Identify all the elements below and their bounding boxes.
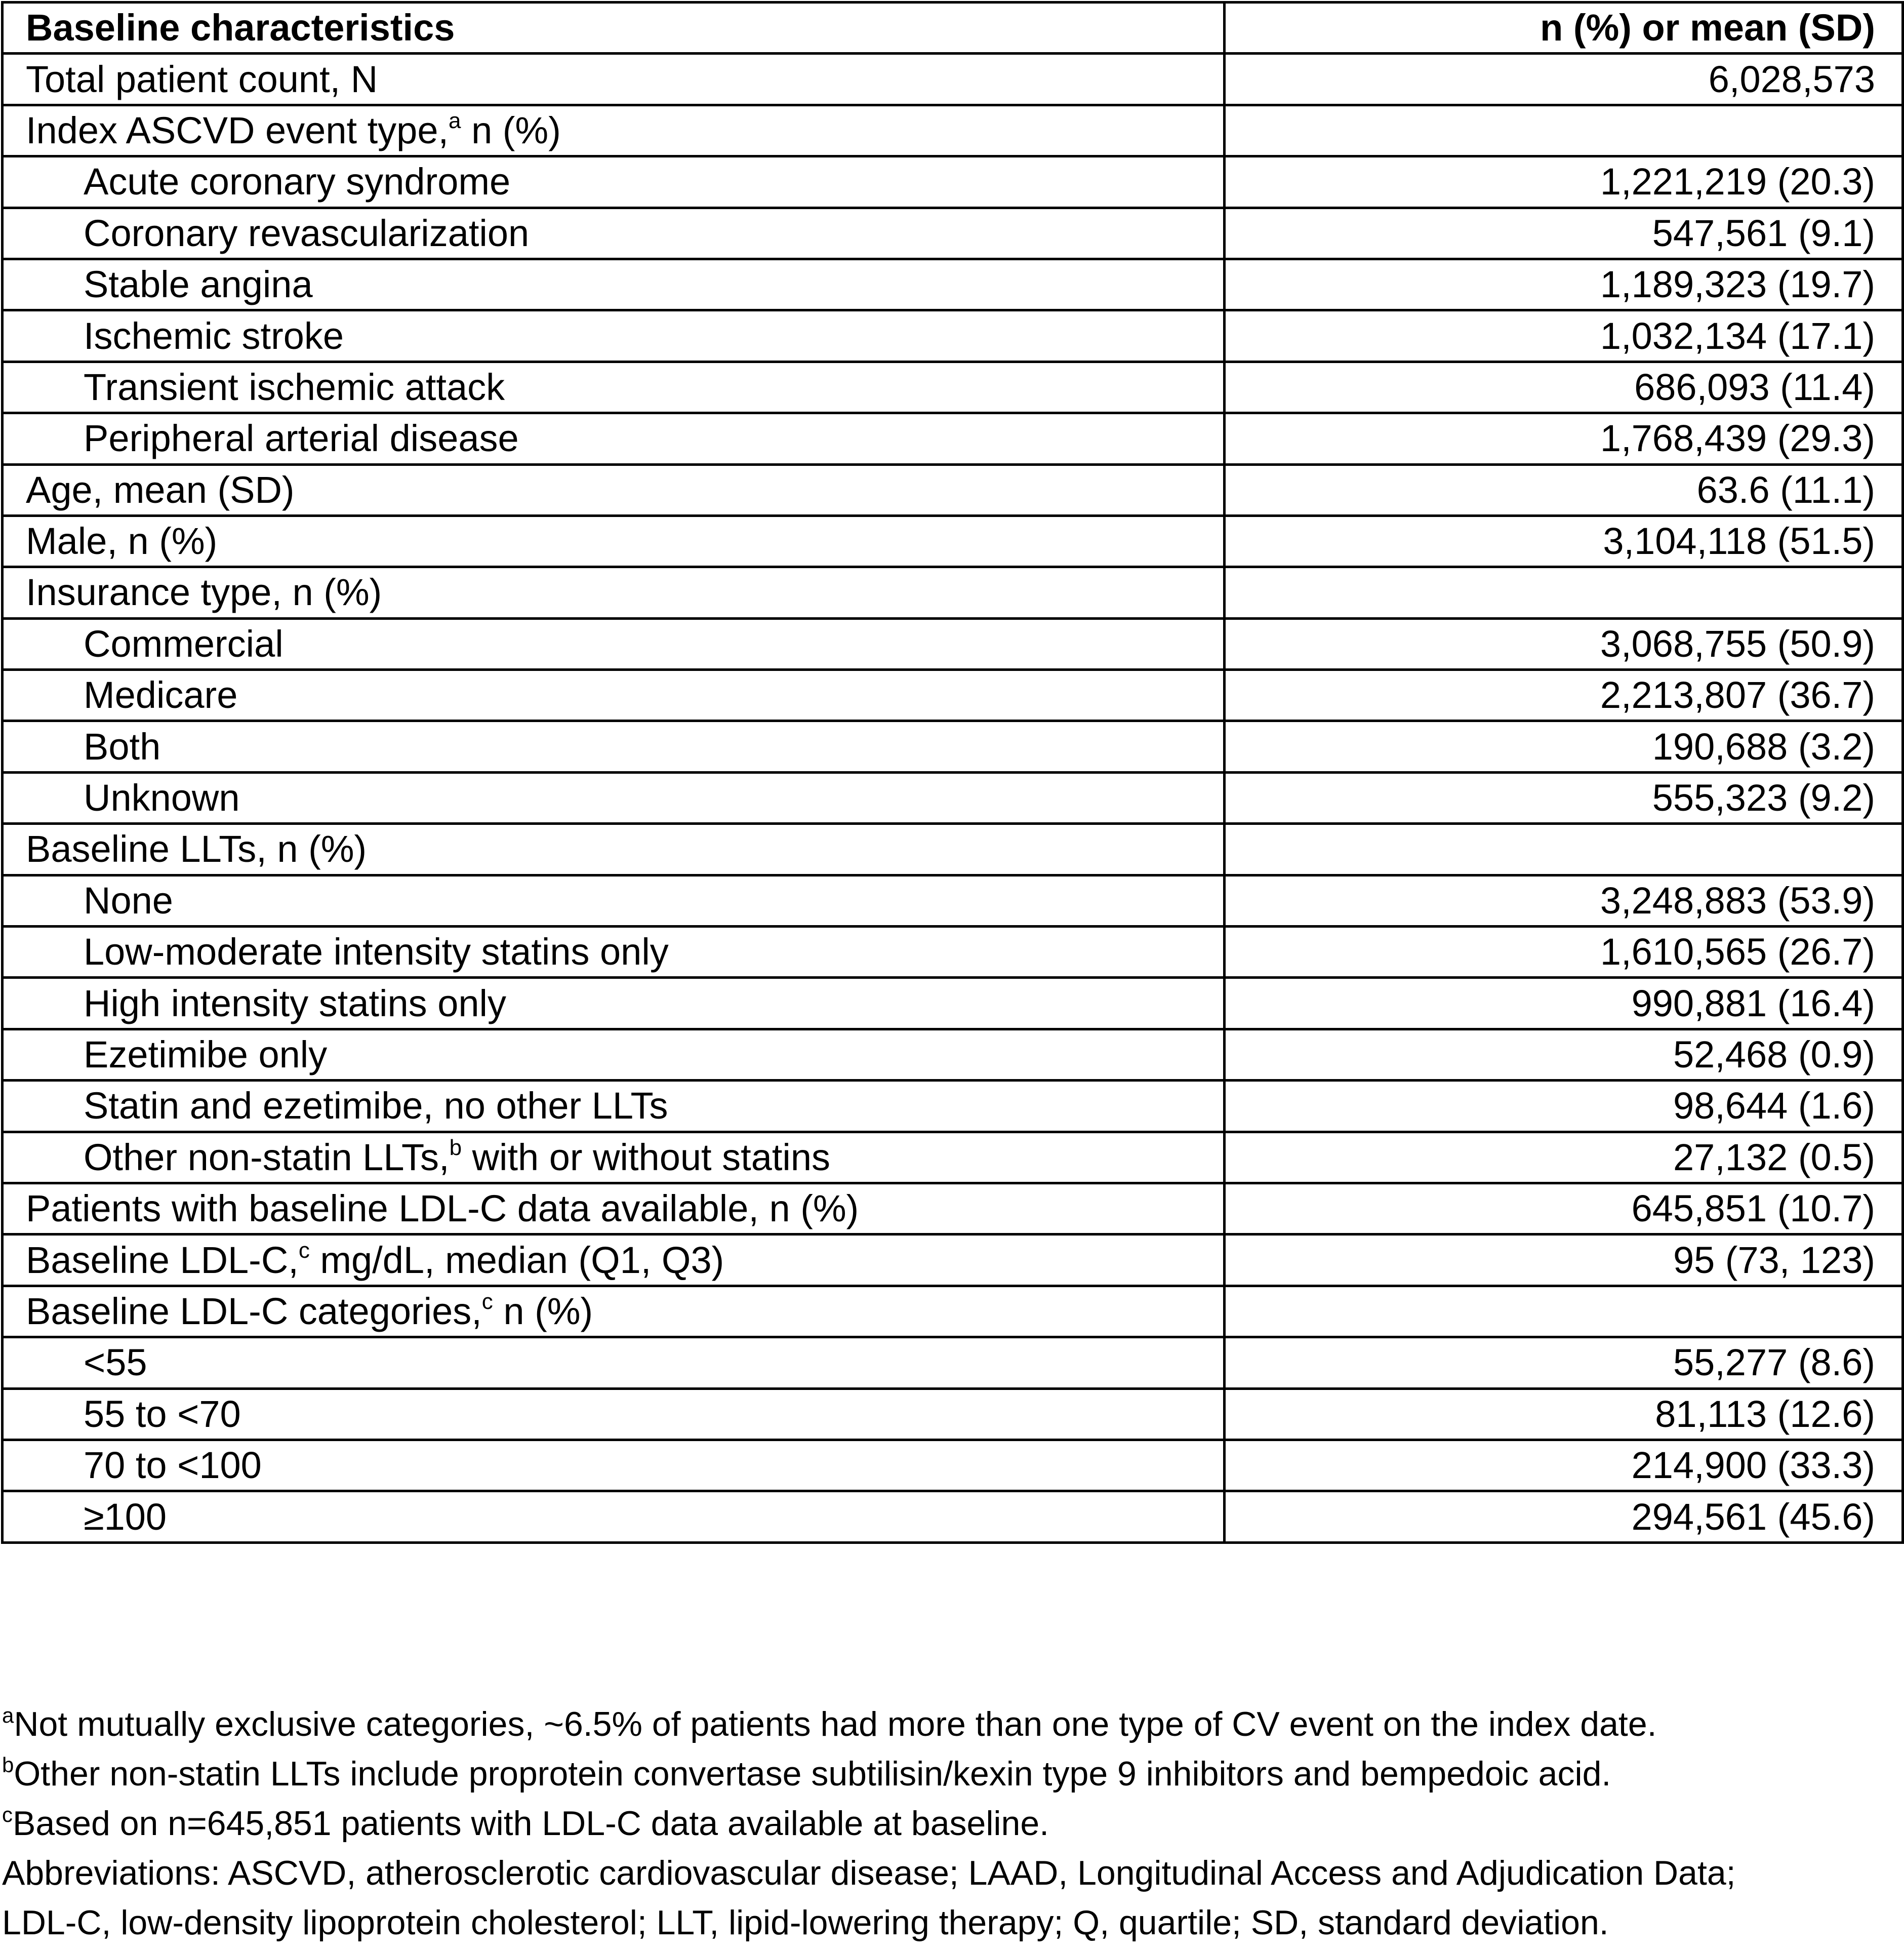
row-label <box>3 875 1225 926</box>
row-value: 555,323 (9.2) <box>1225 772 1903 823</box>
row-label-text: 55 to <70 <box>84 1392 241 1435</box>
row-label <box>3 978 1225 1029</box>
row-value: 190,688 (3.2) <box>1225 721 1903 772</box>
row-value: 3,248,883 (53.9) <box>1225 875 1903 926</box>
row-label-text: Total patient count, N <box>26 58 378 100</box>
row-label-text: Commercial <box>84 622 283 665</box>
row-label-text: Ezetimibe only <box>84 1033 328 1076</box>
row-label-text: Peripheral arterial disease <box>84 417 519 460</box>
table-row <box>3 618 1903 669</box>
table-row <box>3 1029 1903 1080</box>
table-row <box>3 208 1903 259</box>
row-label-text: Baseline LDL-C, <box>26 1239 299 1281</box>
footnote-marker: b <box>449 1135 462 1160</box>
abbreviations <box>2 1848 1900 1947</box>
footnote-text: Not mutually exclusive categories, ~6.5% of patients had more than one type of CV event on the index date. <box>14 1705 1657 1743</box>
footnote <box>2 1799 1900 1848</box>
table-row <box>3 413 1903 464</box>
row-label-text: Ischemic stroke <box>84 314 344 357</box>
row-label-text: Both <box>84 725 161 768</box>
table-row <box>3 721 1903 772</box>
row-value: 63.6 (11.1) <box>1225 464 1903 515</box>
row-label <box>3 824 1225 875</box>
row-label <box>3 310 1225 362</box>
table-row <box>3 670 1903 721</box>
row-label <box>3 1029 1225 1080</box>
row-label-text: None <box>84 879 173 922</box>
row-label <box>3 618 1225 669</box>
header-value: n (%) or mean (SD) <box>1225 3 1903 54</box>
row-label <box>3 208 1225 259</box>
row-value: 294,561 (45.6) <box>1225 1491 1903 1542</box>
row-label <box>3 1491 1225 1542</box>
row-label <box>3 1132 1225 1183</box>
footnote-marker: c <box>298 1238 310 1263</box>
table-row <box>3 978 1903 1029</box>
footnote-marker: a <box>2 1703 14 1727</box>
row-value: 2,213,807 (36.7) <box>1225 670 1903 721</box>
table-row <box>3 515 1903 567</box>
table-row <box>3 310 1903 362</box>
table-row <box>3 567 1903 618</box>
row-label <box>3 515 1225 567</box>
footnote-text: Based on n=645,851 patients with LDL-C data available at baseline. <box>13 1804 1049 1843</box>
row-label-text: <55 <box>84 1341 147 1384</box>
row-label <box>3 1286 1225 1337</box>
row-value: 81,113 (12.6) <box>1225 1388 1903 1440</box>
table-row <box>3 1132 1903 1183</box>
table-row <box>3 1491 1903 1542</box>
row-label-text: 70 to <100 <box>84 1444 262 1487</box>
table-row <box>3 1337 1903 1388</box>
row-label-text: Coronary revascularization <box>84 212 530 254</box>
row-value: 27,132 (0.5) <box>1225 1132 1903 1183</box>
table-row <box>3 1440 1903 1491</box>
table-row <box>3 259 1903 310</box>
row-value: 55,277 (8.6) <box>1225 1337 1903 1388</box>
row-label-text: Unknown <box>84 777 240 819</box>
row-label <box>3 567 1225 618</box>
row-label <box>3 1081 1225 1132</box>
footnote <box>2 1699 1900 1749</box>
row-label-text: Medicare <box>84 674 238 716</box>
footnote-marker: a <box>449 108 461 133</box>
row-label <box>3 54 1225 105</box>
baseline-characteristics-table <box>1 1 1904 1544</box>
row-label <box>3 1440 1225 1491</box>
table-row <box>3 1235 1903 1286</box>
row-label <box>3 413 1225 464</box>
table-row <box>3 362 1903 413</box>
row-label <box>3 670 1225 721</box>
table-body <box>3 54 1903 1542</box>
abbreviation-line: Abbreviations: ASCVD, atherosclerotic cardiovascular disease; LAAD, Longitudinal Access and Adjudication Data; <box>2 1854 1736 1892</box>
row-label-suffix: mg/dL, median (Q1, Q3) <box>309 1239 724 1281</box>
footnote <box>2 1749 1900 1799</box>
row-label-text: Index ASCVD event type, <box>26 109 449 151</box>
row-label <box>3 772 1225 823</box>
footnote-list <box>2 1699 1900 1848</box>
row-label-text: Statin and ezetimibe, no other LLTs <box>84 1085 668 1127</box>
row-label-text: Transient ischemic attack <box>84 366 505 408</box>
header-characteristic: Baseline characteristics <box>3 3 1225 54</box>
row-value: 3,104,118 (51.5) <box>1225 515 1903 567</box>
row-value: 98,644 (1.6) <box>1225 1081 1903 1132</box>
row-value: 547,561 (9.1) <box>1225 208 1903 259</box>
table-row <box>3 772 1903 823</box>
row-label <box>3 721 1225 772</box>
row-label-suffix: n (%) <box>461 109 561 151</box>
table-row <box>3 105 1903 156</box>
footnote-text: Other non-statin LLTs include proprotein convertase subtilisin/kexin type 9 inhibitors and bempedoic acid. <box>14 1755 1611 1793</box>
row-label-text: Male, n (%) <box>26 520 218 563</box>
row-value: 686,093 (11.4) <box>1225 362 1903 413</box>
row-value: 645,851 (10.7) <box>1225 1183 1903 1234</box>
row-label <box>3 1235 1225 1286</box>
table-row <box>3 824 1903 875</box>
table-row <box>3 156 1903 208</box>
row-value: 1,189,323 (19.7) <box>1225 259 1903 310</box>
row-value: 1,032,134 (17.1) <box>1225 310 1903 362</box>
row-label-text: Age, mean (SD) <box>26 468 295 511</box>
row-value: 3,068,755 (50.9) <box>1225 618 1903 669</box>
abbreviation-line: LDL-C, low-density lipoprotein cholesterol; LLT, lipid-lowering therapy; Q, quartile; SD, standard deviation. <box>2 1903 1609 1942</box>
row-label-suffix: with or without statins <box>462 1136 831 1178</box>
table-row <box>3 1286 1903 1337</box>
row-value <box>1225 567 1903 618</box>
row-value <box>1225 1286 1903 1337</box>
row-label-text: Low-moderate intensity statins only <box>84 931 669 973</box>
row-label-text: Insurance type, n (%) <box>26 571 382 614</box>
row-label-text: High intensity statins only <box>84 982 506 1024</box>
table-row <box>3 927 1903 978</box>
table-notes <box>2 1699 1900 1947</box>
row-label <box>3 105 1225 156</box>
table-row <box>3 875 1903 926</box>
row-value: 990,881 (16.4) <box>1225 978 1903 1029</box>
row-value: 214,900 (33.3) <box>1225 1440 1903 1491</box>
table-row <box>3 1081 1903 1132</box>
footnote-marker: b <box>2 1753 14 1777</box>
row-value: 52,468 (0.9) <box>1225 1029 1903 1080</box>
row-label <box>3 362 1225 413</box>
row-label-text: Baseline LLTs, n (%) <box>26 828 367 870</box>
row-label-text: Patients with baseline LDL-C data available, n (%) <box>26 1187 859 1230</box>
row-label <box>3 259 1225 310</box>
row-label <box>3 927 1225 978</box>
table-row <box>3 1388 1903 1440</box>
row-label <box>3 1337 1225 1388</box>
row-label-text: ≥100 <box>84 1495 167 1538</box>
row-value: 1,768,439 (29.3) <box>1225 413 1903 464</box>
row-value: 6,028,573 <box>1225 54 1903 105</box>
row-label <box>3 1183 1225 1234</box>
row-value <box>1225 105 1903 156</box>
row-label-text: Other non-statin LLTs, <box>84 1136 450 1178</box>
row-value: 1,610,565 (26.7) <box>1225 927 1903 978</box>
row-value: 1,221,219 (20.3) <box>1225 156 1903 208</box>
table-header-row <box>3 3 1903 54</box>
row-label <box>3 464 1225 515</box>
row-label <box>3 1388 1225 1440</box>
footnote-marker: c <box>2 1803 13 1826</box>
table-row <box>3 54 1903 105</box>
row-label <box>3 156 1225 208</box>
footnote-marker: c <box>481 1289 493 1314</box>
table-row <box>3 464 1903 515</box>
table-row <box>3 1183 1903 1234</box>
row-label-text: Baseline LDL-C categories, <box>26 1290 482 1332</box>
row-value <box>1225 824 1903 875</box>
row-label-text: Stable angina <box>84 263 313 306</box>
row-value: 95 (73, 123) <box>1225 1235 1903 1286</box>
row-label-suffix: n (%) <box>493 1290 593 1332</box>
row-label-text: Acute coronary syndrome <box>84 161 511 203</box>
